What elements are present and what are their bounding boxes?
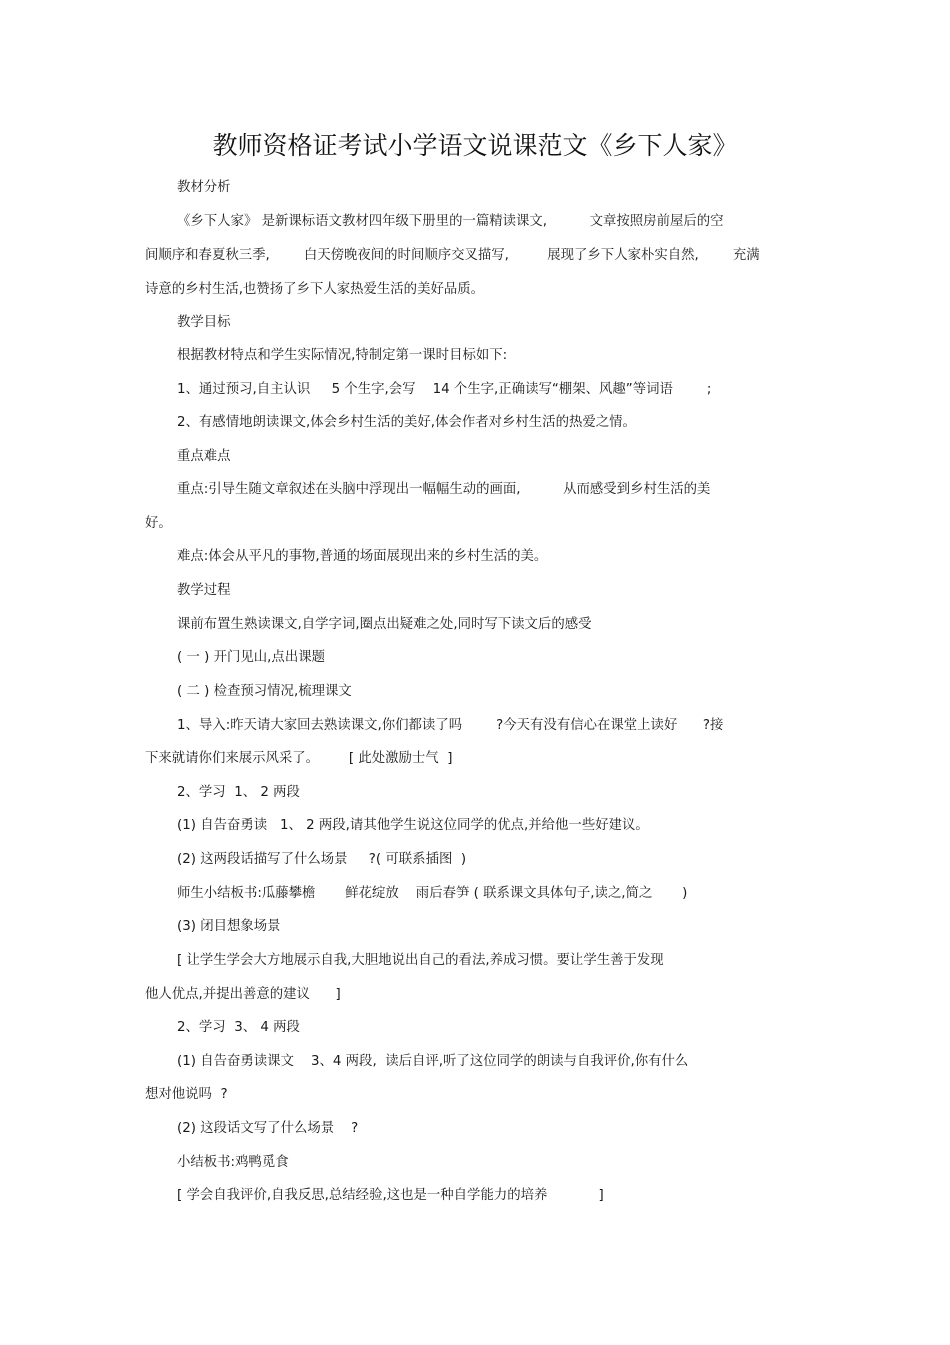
paragraph-line: [ 让学生学会大方地展示自我,大胆地说出自己的看法,养成习惯。要让学生善于发现: [177, 953, 664, 968]
paragraph-line: 间顺序和春夏秋三季, 白天傍晚夜间的时间顺序交叉描写, 展现了乡下人家朴实自然, 充满: [145, 248, 760, 263]
paragraph-line: ( 二 ) 检查预习情况,梳理课文: [177, 684, 352, 699]
paragraph-line: 好。: [145, 516, 172, 531]
paragraph-line: 课前布置生熟读课文,自学字词,圈点出疑难之处,同时写下读文后的感受: [177, 617, 592, 632]
paragraph-line: (3) 闭目想象场景: [177, 919, 281, 934]
paragraph-line: 诗意的乡村生活,也赞扬了乡下人家热爱生活的美好品质。: [145, 282, 485, 297]
paragraph-line: 想对他说吗 ?: [145, 1087, 228, 1102]
paragraph-line: ( 一 ) 开门见山,点出课题: [177, 650, 325, 665]
paragraph-line: 重点:引导生随文章叙述在头脑中浮现出一幅幅生动的画面, 从而感受到乡村生活的美: [177, 482, 711, 497]
heading-key-points: 重点难点: [177, 449, 231, 464]
paragraph-line: (1) 自告奋勇读课文 3、4 两段, 读后自评,听了这位同学的朗读与自我评价,你有什么: [177, 1054, 689, 1069]
paragraph-line: 2、学习 1、 2 两段: [177, 785, 300, 800]
paragraph-line: 根据教材特点和学生实际情况,特制定第一课时目标如下:: [177, 348, 508, 363]
paragraph-line: 《乡下人家》 是新课标语文教材四年级下册里的一篇精读课文, 文章按照房前屋后的空: [177, 214, 724, 229]
paragraph-line: 师生小结板书:瓜藤攀檐 鲜花绽放 雨后春笋 ( 联系课文具体句子,读之,简之 ): [177, 886, 688, 901]
paragraph-line: 难点:体会从平凡的事物,普通的场面展现出来的乡村生活的美。: [177, 549, 548, 564]
paragraph-line: (2) 这段话文写了什么场景 ?: [177, 1121, 359, 1136]
heading-teaching-goals: 教学目标: [177, 315, 231, 330]
paragraph-line: 2、有感情地朗读课文,体会乡村生活的美好,体会作者对乡村生活的热爱之情。: [177, 415, 636, 430]
paragraph-line: (2) 这两段话描写了什么场景 ?( 可联系插图 ): [177, 852, 467, 867]
document-title: 教师资格证考试小学语文说课范文《乡下人家》: [212, 131, 738, 160]
paragraph-line: 1、导入:昨天请大家回去熟读课文,你们都读了吗 ?今天有没有信心在课堂上读好 ?接: [177, 718, 724, 733]
paragraph-line: [ 学会自我评价,自我反思,总结经验,这也是一种自学能力的培养 ]: [177, 1188, 604, 1203]
paragraph-line: 他人优点,并提出善意的建议 ]: [145, 987, 341, 1002]
heading-teaching-process: 教学过程: [177, 583, 231, 598]
paragraph-line: 2、学习 3、 4 两段: [177, 1020, 300, 1035]
paragraph-line: 1、通过预习,自主认识 5 个生字,会写 14 个生字,正确读写“棚架、风趣”等词语 ;: [177, 382, 712, 397]
paragraph-line: 下来就请你们来展示风采了。 [ 此处激励士气 ]: [145, 751, 453, 766]
paragraph-line: 小结板书:鸡鸭觅食: [177, 1155, 289, 1170]
paragraph-line: (1) 自告奋勇读 1、 2 两段,请其他学生说这位同学的优点,并给他一些好建议。: [177, 818, 649, 833]
heading-material-analysis: 教材分析: [177, 180, 231, 195]
